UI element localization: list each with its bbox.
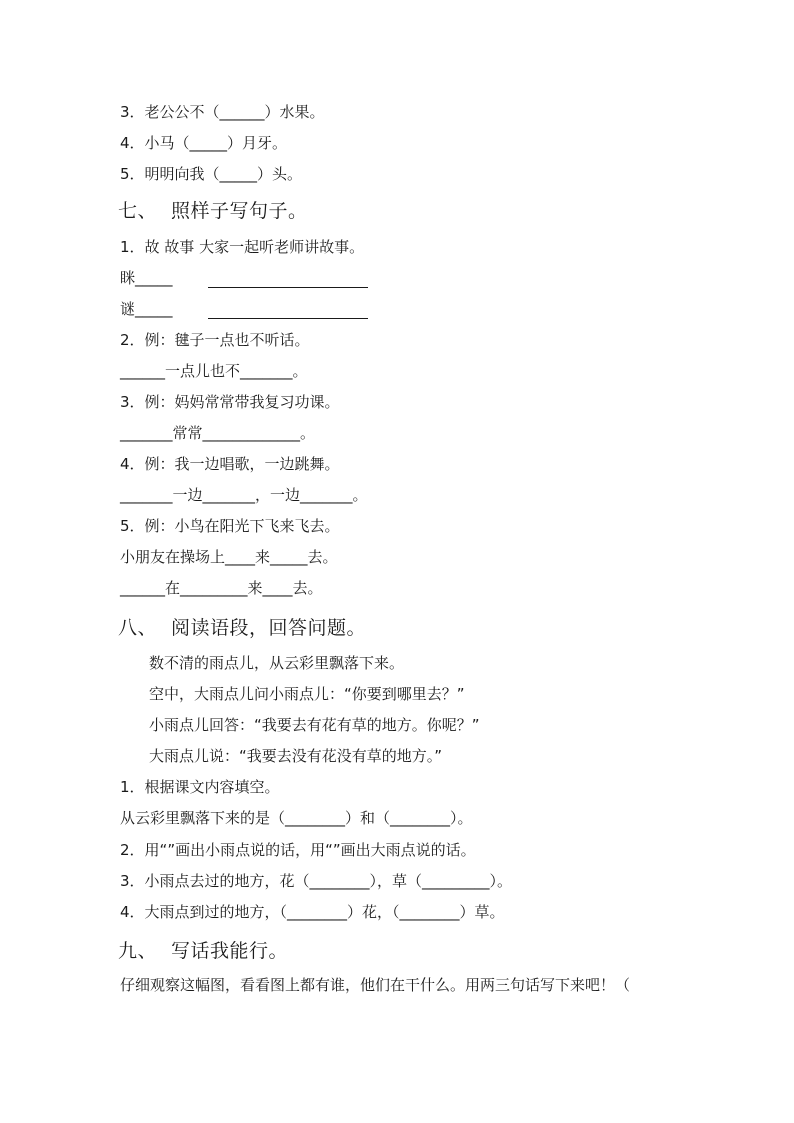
section7-heading-title: 照样子写句子。 xyxy=(171,200,308,222)
section7-q1-answer-line-1 xyxy=(208,287,368,288)
section9-heading xyxy=(118,939,288,963)
section7-q3-answer: _______常常_____________。 xyxy=(120,424,316,442)
section7-question-3: 3．例：妈妈常常带我复习功课。 xyxy=(120,393,340,411)
section7-question-5: 5．例：小鸟在阳光下飞来飞去。 xyxy=(120,517,340,535)
section7-q1-char-2: 谜_____ xyxy=(120,300,173,318)
section7-q5-example: 小朋友在操场上____来_____去。 xyxy=(120,548,338,566)
passage-paragraph-1: 数不清的雨点儿，从云彩里飘落下来。 xyxy=(149,654,405,672)
section7-q1-char-1: 眯_____ xyxy=(120,269,173,287)
section7-question-1: 1．故 故事 大家一起听老师讲故事。 xyxy=(120,238,365,256)
section9-heading-number: 九、 xyxy=(118,940,158,962)
passage-paragraph-2: 空中，大雨点儿问小雨点儿：“你要到哪里去？” xyxy=(149,685,465,703)
section6-question-5: 5．明明向我（_____）头。 xyxy=(120,165,303,183)
section7-question-2: 2．例：毽子一点也不听话。 xyxy=(120,331,310,349)
section9-prompt: 仔细观察这幅图，看看图上都有谁，他们在干什么。用两三句话写下来吧！（ xyxy=(120,976,631,994)
section8-heading xyxy=(118,616,366,640)
section7-q5-answer: ______在_________来____去。 xyxy=(120,579,323,597)
section7-heading xyxy=(118,199,308,223)
passage-paragraph-3: 小雨点儿回答：“我要去有花有草的地方。你呢？” xyxy=(149,716,480,734)
section7-q2-answer: ______一点儿也不_______。 xyxy=(120,362,308,380)
section8-question-2: 2．用“”画出小雨点说的话，用“”画出大雨点说的话。 xyxy=(120,841,476,859)
section8-q1-answer: 从云彩里飘落下来的是（________）和（________）。 xyxy=(120,809,473,827)
section8-question-4: 4．大雨点到过的地方，（________）花，（________）草。 xyxy=(120,903,505,921)
section6-question-4: 4．小马（_____）月牙。 xyxy=(120,134,288,152)
section8-question-1: 1．根据课文内容填空。 xyxy=(120,778,280,796)
section8-question-3: 3．小雨点去过的地方，花（________），草（_________）。 xyxy=(120,872,513,890)
section7-question-4: 4．例：我一边唱歌，一边跳舞。 xyxy=(120,455,340,473)
section8-heading-title: 阅读语段，回答问题。 xyxy=(171,617,367,639)
section7-q4-answer: _______一边_______，一边_______。 xyxy=(120,486,368,504)
section7-heading-number: 七、 xyxy=(118,200,158,222)
section8-heading-number: 八、 xyxy=(118,617,158,639)
section6-question-3: 3．老公公不（______）水果。 xyxy=(120,103,325,121)
passage-paragraph-4: 大雨点儿说：“我要去没有花没有草的地方。” xyxy=(149,747,443,765)
section7-q1-answer-line-2 xyxy=(208,318,368,319)
section9-heading-title: 写话我能行。 xyxy=(171,940,289,962)
